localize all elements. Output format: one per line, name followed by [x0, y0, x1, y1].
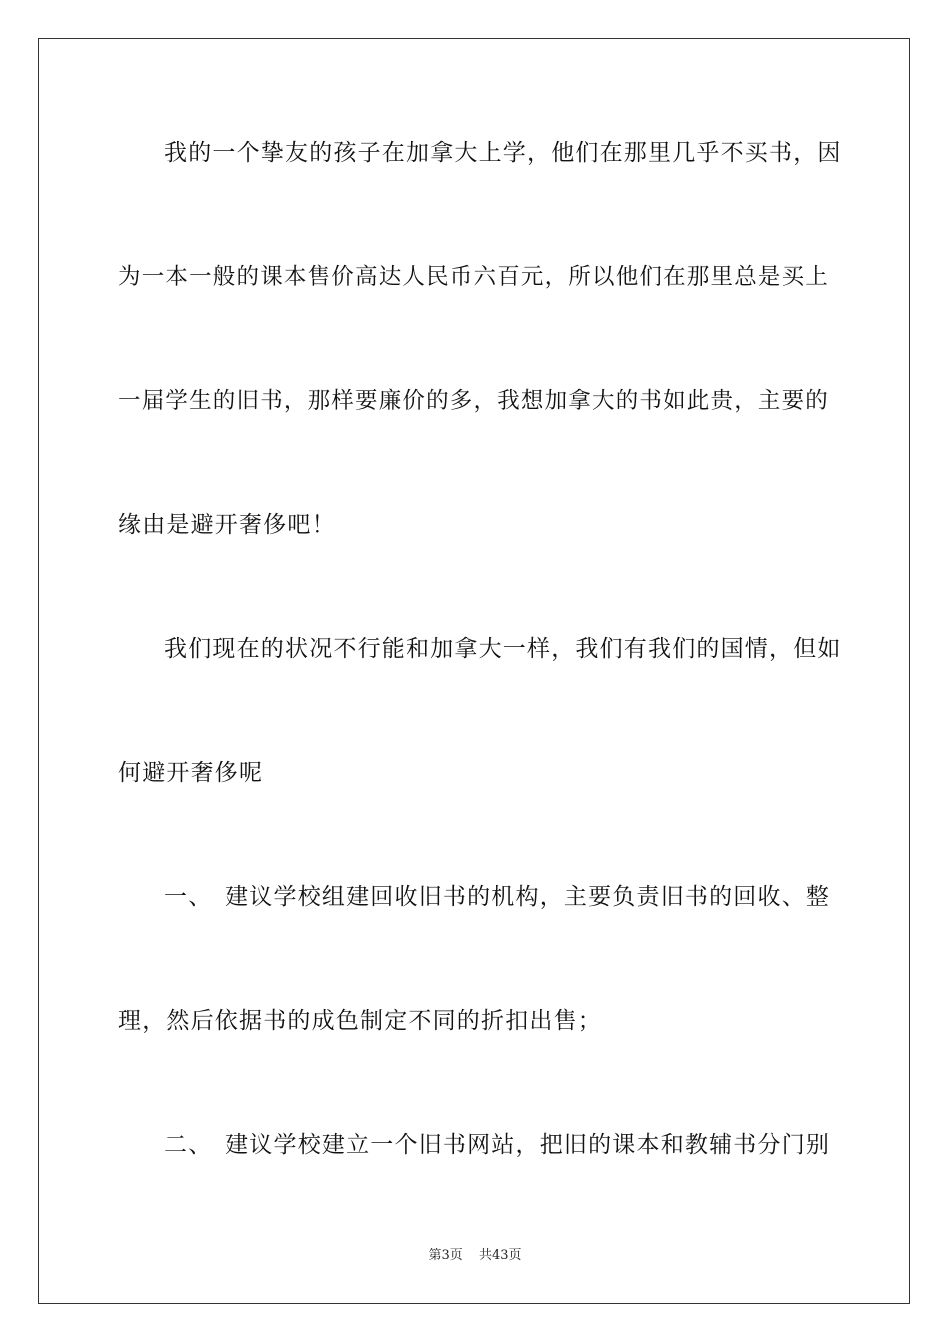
paragraph-line: 我们现在的状况不行能和加拿大一样，我们有我们的国情，但如	[164, 636, 842, 662]
list-item-2-line: 二、 建议学校建立一个旧书网站，把旧的课本和教辅书分门别	[164, 1132, 831, 1158]
paragraph-line: 何避开奢侈呢	[118, 760, 264, 786]
page-number-total: 共43页	[478, 1248, 522, 1263]
paragraph-line: 我的一个挚友的孩子在加拿大上学，他们在那里几乎不买书，因	[164, 140, 842, 166]
list-item-1-line: 一、 建议学校组建回收旧书的机构，主要负责旧书的回收、整	[164, 884, 831, 910]
page-footer	[0, 1247, 950, 1265]
page-border	[38, 38, 910, 1304]
list-item-1-line: 理，然后依据书的成色制定不同的折扣出售；	[118, 1008, 602, 1034]
paragraph-line: 为一本一般的课本售价高达人民币六百元，所以他们在那里总是买上	[118, 264, 830, 290]
page-number-current: 第3页	[428, 1248, 463, 1263]
paragraph-line: 缘由是避开奢侈吧！	[118, 512, 336, 538]
paragraph-line: 一届学生的旧书，那样要廉价的多，我想加拿大的书如此贵，主要的	[118, 388, 830, 414]
